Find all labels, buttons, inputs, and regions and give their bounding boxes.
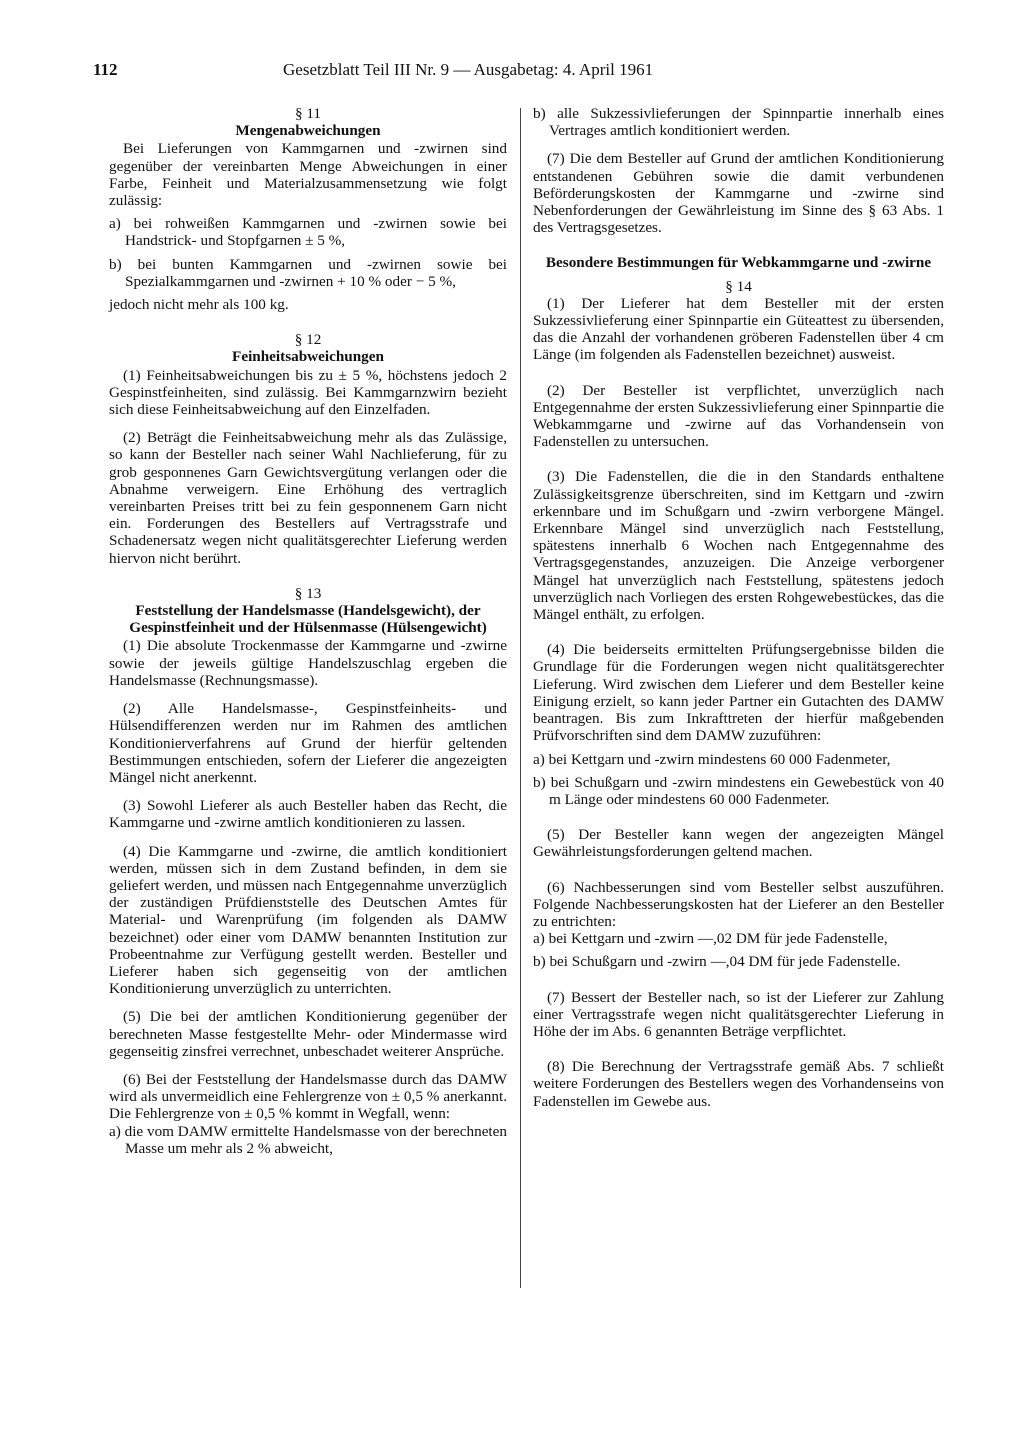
paragraph: (5) Der Besteller kann wegen der angezeigten Mängel Gewährleistungsforderungen geltend machen. [533,826,944,861]
right-column [533,105,944,1110]
column-divider [520,108,521,1288]
left-column [109,105,507,1157]
paragraph: Bei Lieferungen von Kammgarnen und -zwirnen sind gegenüber der vereinbarten Menge Abweichungen in einer Farbe, Feinheit und Materialzusammensetzung wie folgt zulässig: [109,140,507,210]
paragraph: (3) Sowohl Lieferer als auch Besteller haben das Recht, die Kammgarne und -zwirne amtlich konditionieren zu lassen. [109,797,507,832]
paragraph: jedoch nicht mehr als 100 kg. [109,296,289,314]
list-item: a) bei Kettgarn und -zwirn —,02 DM für jede Fadenstelle, [533,930,888,948]
list-item: a) bei rohweißen Kammgarnen und -zwirnen sowie bei Handstrick- und Stopfgarnen ± 5 %, [109,215,507,250]
paragraph: (3) Die Fadenstellen, die die in den Standards enthaltene Zulässigkeitsgrenze überschreiten, sind im Kettgarn und -zwirn erkennbare und im Schußgarn und -zwirn verborgene Mängel. Erkennbare Mängel sind unverzüglich nach Feststellung, spätestens innerhalb 6 Wochen nach Entgegennahme des Vertragsgegenstandes, anzuzeigen. Die Anzeige verborgener Mängel hat unverzüglich nach Feststellung, spätestens jedoch unverzüglich nach Vorliegen des ersten Rohgewebestückes, das die Mängel enthält, zu erfolgen. [533,468,944,624]
list-item: b) bei Schußgarn und -zwirn —,04 DM für jede Fadenstelle. [533,953,901,971]
page-header [93,60,943,90]
section-heading: Feststellung der Handelsmasse (Handelsgewicht), der Gespinstfeinheit und der Hülsenmasse (Hülsengewicht) [129,602,487,637]
paragraph: (4) Die beiderseits ermittelten Prüfungsergebnisse bilden die Grundlage für die Forderungen wegen nicht qualitätsgerechter Lieferung. Wird zwischen dem Lieferer und dem Besteller keine Einigung erzielt, so kann jeder Partner ein Gutachten des DAMW beantragen. Bis zum Inkrafttreten der hierfür maßgebenden Prüfvorschriften sind dem DAMW zuzuführen: [533,641,944,745]
paragraph: (1) Der Lieferer hat dem Besteller mit der ersten Sukzessivlieferung einer Spinnpartie ein Güteattest zu übersenden, das die Anzahl der vorhandenen gröberen Fadenstellen über 4 cm Länge (im folgenden als Fadenstellen bezeichnet) ausweist. [533,294,944,364]
section-heading: Feinheitsabweichungen [232,348,384,366]
paragraph: (2) Beträgt die Feinheitsabweichung mehr als das Zulässige, so kann der Besteller nach seiner Wahl Nachlieferung, für zu grob gesponnenes Garn Gewichtsvergütung verlangen oder die Abnahme verweigern. Eine Erhöhung des vertraglich vereinbarten Preises tritt bei zu fein gesponnenem Garn nicht ein. Forderungen des Bestellers auf Vertragsstrafe und Schadenersatz wegen nicht qualitätsgerechter Lieferung werden hiervon nicht berührt. [109,429,507,567]
section-number: § 11 [294,105,321,122]
list-item: b) alle Sukzessivlieferungen der Spinnpartie innerhalb eines Vertrages amtlich konditioniert werden. [533,105,944,140]
list-item: b) bei bunten Kammgarnen und -zwirnen sowie bei Spezialkammgarnen und -zwirnen + 10 % oder − 5 %, [109,255,507,290]
paragraph: (7) Bessert der Besteller nach, so ist der Lieferer zur Zahlung einer Vertragsstrafe wegen nicht qualitätsgerechter Lieferung in Höhe der im Abs. 6 genannten Beträge verpflichtet. [533,988,944,1040]
page-number: 112 [93,60,118,79]
paragraph: (2) Alle Handelsmasse-, Gespinstfeinheits- und Hülsendifferenzen werden nur im Rahmen des amtlichen Konditionierverfahrens auf Grund der hierfür geltenden Bestimmungen entschieden, sofern der Lieferer die angezeigten Mängel nicht anerkennt. [109,700,507,786]
list-item: b) bei Schußgarn und -zwirn mindestens ein Gewebestück von 40 m Länge oder mindestens 60 000 Fadenmeter. [533,773,944,808]
section-heading: Besondere Bestimmungen für Webkammgarne und -zwirne [545,254,932,272]
paragraph: (4) Die Kammgarne und -zwirne, die amtlich konditioniert werden, müssen sich in dem Zustand befinden, in dem sie geliefert werden, und müssen nach Entgegennahme unverzüglich der zuständigen Prüfdienststelle des Deutschen Amtes für Material- und Warenprüfung (im folgenden als DAMW bezeichnet) oder einer vom DAMW benannten Institution zur Probeentnahme zur Verfügung gestellt werden. Besteller und Lieferer haben sich gegenseitig von der amtlichen Konditionierung unverzüglich zu unterrichten. [109,842,507,998]
paragraph: (5) Die bei der amtlichen Konditionierung gegenüber der berechneten Masse festgestellte Mehr- oder Mindermasse wird gegenseitig zinsfrei verrechnet, unbeschadet weiterer Ansprüche. [109,1008,507,1060]
paragraph: (2) Der Besteller ist verpflichtet, unverzüglich nach Entgegennahme der ersten Sukzessivlieferung einer Spinnpartie die Webkammgarne und -zwirne auf das Vorhandensein von Fadenstellen zu untersuchen. [533,381,944,451]
section-number: § 14 [725,277,752,295]
section-number: § 13 [294,584,322,602]
header-title: Gesetzblatt Teil III Nr. 9 — Ausgabetag: 4. April 1961 [283,60,654,79]
paragraph: (7) Die dem Besteller auf Grund der amtlichen Konditionierung entstandenen Gebühren sowie die damit verbundenen Beförderungskosten der Kammgarne und -zwirne sind Nebenforderungen der Gewährleistung im Sinne des § 63 Abs. 1 des Vertragsgesetzes. [533,150,944,237]
paragraph: (6) Bei der Feststellung der Handelsmasse durch das DAMW wird als unvermeidlich eine Fehlergrenze von ± 0,5 % anerkannt. Die Fehlergrenze von ± 0,5 % kommt in Wegfall, wenn: [109,1070,507,1123]
list-item: a) die vom DAMW ermittelte Handelsmasse von der berechneten Masse um mehr als 2 % abweicht, [109,1122,507,1157]
list-item: a) bei Kettgarn und -zwirn mindestens 60 000 Fadenmeter, [533,750,891,768]
section-heading: Mengenabweichungen [235,122,381,140]
paragraph: (8) Die Berechnung der Vertragsstrafe gemäß Abs. 7 schließt weitere Forderungen des Bestellers wegen des Vorhandenseins von Fadenstellen im Gewebe aus. [533,1058,944,1110]
paragraph: (1) Die absolute Trockenmasse der Kammgarne und -zwirne sowie der jeweils gültige Handelszuschlag ergeben die Handelsmasse (Rechnungsmasse). [109,637,507,689]
paragraph: (1) Feinheitsabweichungen bis zu ± 5 %, höchstens jedoch 2 Gespinstfeinheiten, sind zulässig. Bei Kammgarnzwirn bezieht sich diese Feinheitsabweichung auf den Einzelfaden. [109,366,507,419]
section-number: § 12 [294,331,322,349]
paragraph: (6) Nachbesserungen sind vom Besteller selbst auszuführen. Folgende Nachbesserungskosten hat der Lieferer an den Besteller zu entrichten: [533,878,944,930]
